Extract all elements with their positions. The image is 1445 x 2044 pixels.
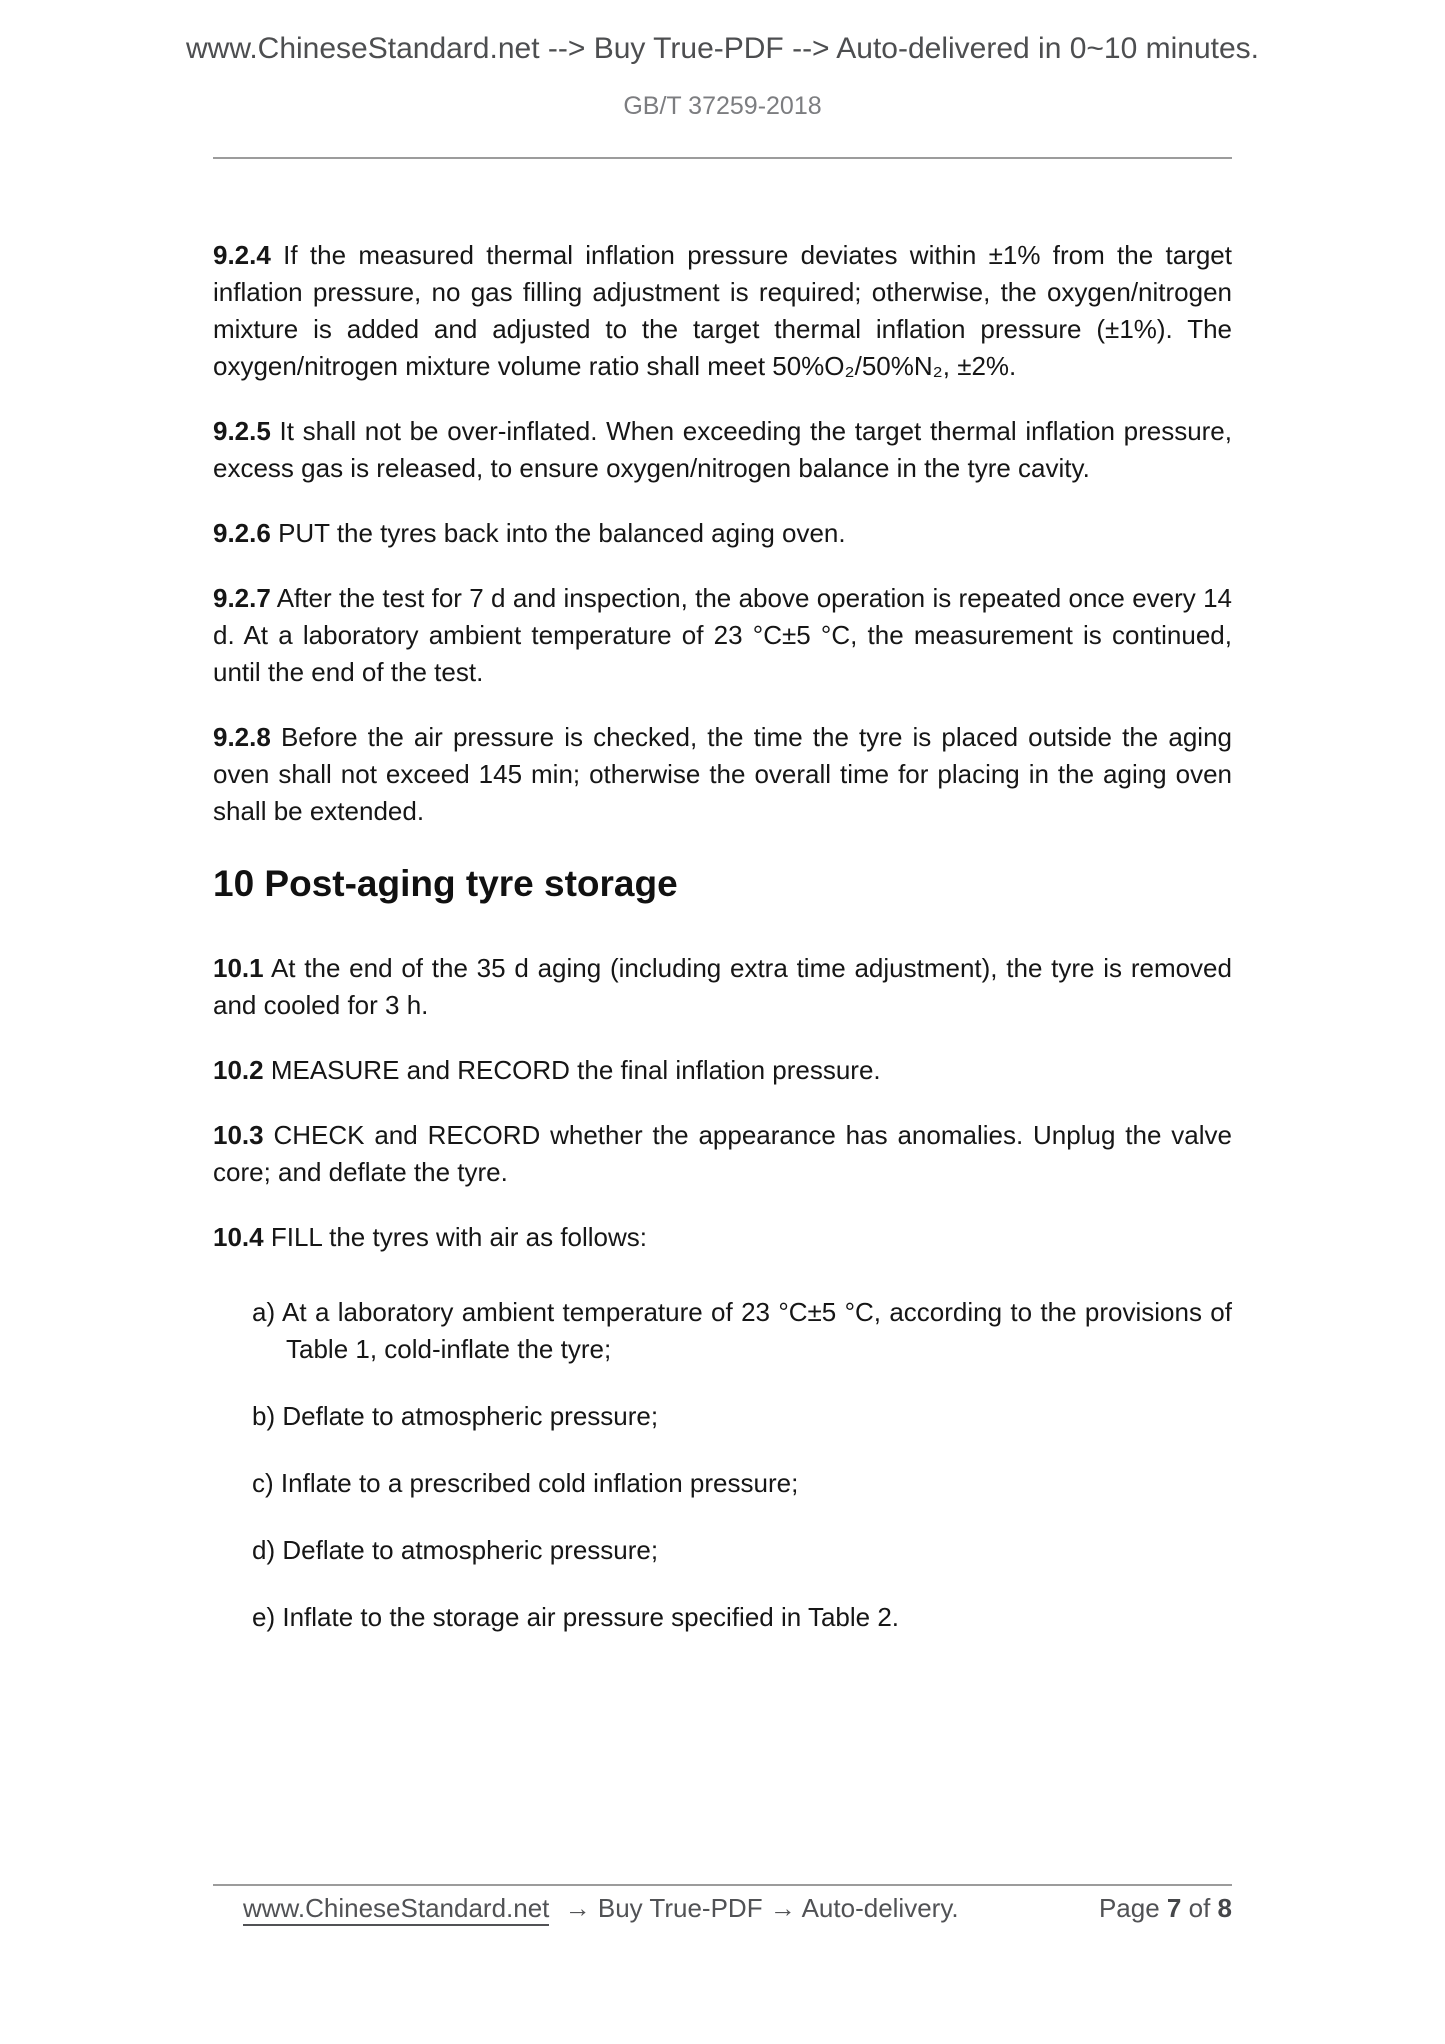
list-item-text: Inflate to the storage air pressure specified in Table 2.	[282, 1602, 900, 1632]
list-item-e	[252, 1599, 1232, 1636]
doc-number: GB/T 37259-2018	[623, 92, 822, 120]
clause-text: Before the air pressure is checked, the time the tyre is placed outside the aging oven shall not exceed 145 min; otherwise the overall time for placing in the aging oven shall be extended.	[213, 722, 1232, 826]
clause-9-2-8	[213, 719, 1232, 830]
clause-10-1	[213, 950, 1232, 1024]
list-item-label: d)	[252, 1535, 276, 1565]
footer-tagline	[243, 1892, 959, 1924]
list-item-b	[252, 1398, 1232, 1435]
clause-text: MEASURE and RECORD the final inflation pressure.	[270, 1055, 881, 1085]
clause-10-4	[213, 1219, 1232, 1256]
clause-number: 10.1	[213, 953, 264, 983]
clause-text: CHECK and RECORD whether the appearance has anomalies. Unplug the valve core; and deflate the tyre.	[213, 1120, 1232, 1187]
clause-text: At the end of the 35 d aging (including extra time adjustment), the tyre is removed and cooled for 3 h.	[213, 953, 1232, 1020]
clause-number: 10.3	[213, 1120, 264, 1150]
clause-9-2-6	[213, 515, 1232, 552]
clause-text: If the measured thermal inflation pressure deviates within ±1% from the target inflation pressure, no gas filling adjustment is required; otherwise, the oxygen/nitrogen mixture is added and adjusted to the target thermal inflation pressure (±1%). The oxygen/nitrogen mixture volume ratio shall meet 50%O₂/50%N₂, ±2%.	[213, 240, 1232, 381]
clause-text: FILL the tyres with air as follows:	[270, 1222, 648, 1252]
page-footer	[213, 1884, 1232, 1924]
clause-number: 9.2.7	[213, 583, 271, 613]
clause-10-3	[213, 1117, 1232, 1191]
list-item-a	[252, 1294, 1232, 1368]
page-indicator	[1099, 1892, 1232, 1924]
list-item-label: e)	[252, 1602, 276, 1632]
list-item-text: Deflate to atmospheric pressure;	[282, 1401, 659, 1431]
list-item-text: Deflate to atmospheric pressure;	[282, 1535, 659, 1565]
page-number-total: 8	[1217, 1893, 1232, 1923]
clause-9-2-4	[213, 237, 1232, 385]
footer-tagline-text: → Buy True-PDF → Auto-delivery.	[564, 1893, 959, 1923]
page-number-current: 7	[1166, 1893, 1182, 1923]
list-item-text: Inflate to a prescribed cold inflation pressure;	[280, 1468, 799, 1498]
clause-9-2-7	[213, 580, 1232, 691]
clause-number: 9.2.8	[213, 722, 271, 752]
footer-divider	[213, 1884, 1232, 1886]
page-indicator-of: of	[1188, 1893, 1211, 1923]
list-item-label: c)	[252, 1468, 274, 1498]
section-10-heading: 10 Post-aging tyre storage	[213, 863, 678, 904]
list-item-c	[252, 1465, 1232, 1502]
clause-number: 10.4	[213, 1222, 264, 1252]
clause-number: 9.2.5	[213, 416, 271, 446]
header-banner: www.ChineseStandard.net --> Buy True-PDF --> Auto-delivered in 0~10 minutes.	[185, 32, 1260, 65]
fill-procedure-list	[252, 1294, 1232, 1636]
header-divider	[213, 157, 1232, 159]
list-item-label: b)	[252, 1401, 276, 1431]
clause-10-2	[213, 1052, 1232, 1089]
list-item-label: a)	[252, 1297, 276, 1327]
footer-site-link[interactable]: www.ChineseStandard.net	[243, 1893, 549, 1926]
clause-number: 9.2.4	[213, 240, 271, 270]
clause-text: After the test for 7 d and inspection, the above operation is repeated once every 14 d. At a laboratory ambient temperature of 23 °C±5 °C, the measurement is continued, until the end of the test.	[213, 583, 1233, 687]
list-item-text: At a laboratory ambient temperature of 23 °C±5 °C, according to the provisions of Table 1, cold-inflate the tyre;	[282, 1297, 1232, 1364]
clause-number: 10.2	[213, 1055, 264, 1085]
page-indicator-label: Page	[1098, 1893, 1160, 1923]
list-item-d	[252, 1532, 1232, 1569]
clause-9-2-5	[213, 413, 1232, 487]
clause-number: 9.2.6	[213, 518, 271, 548]
clause-text: It shall not be over-inflated. When exceeding the target thermal inflation pressure, excess gas is released, to ensure oxygen/nitrogen balance in the tyre cavity.	[213, 416, 1232, 483]
document-content	[213, 237, 1232, 1636]
clause-text: PUT the tyres back into the balanced aging oven.	[278, 518, 846, 548]
